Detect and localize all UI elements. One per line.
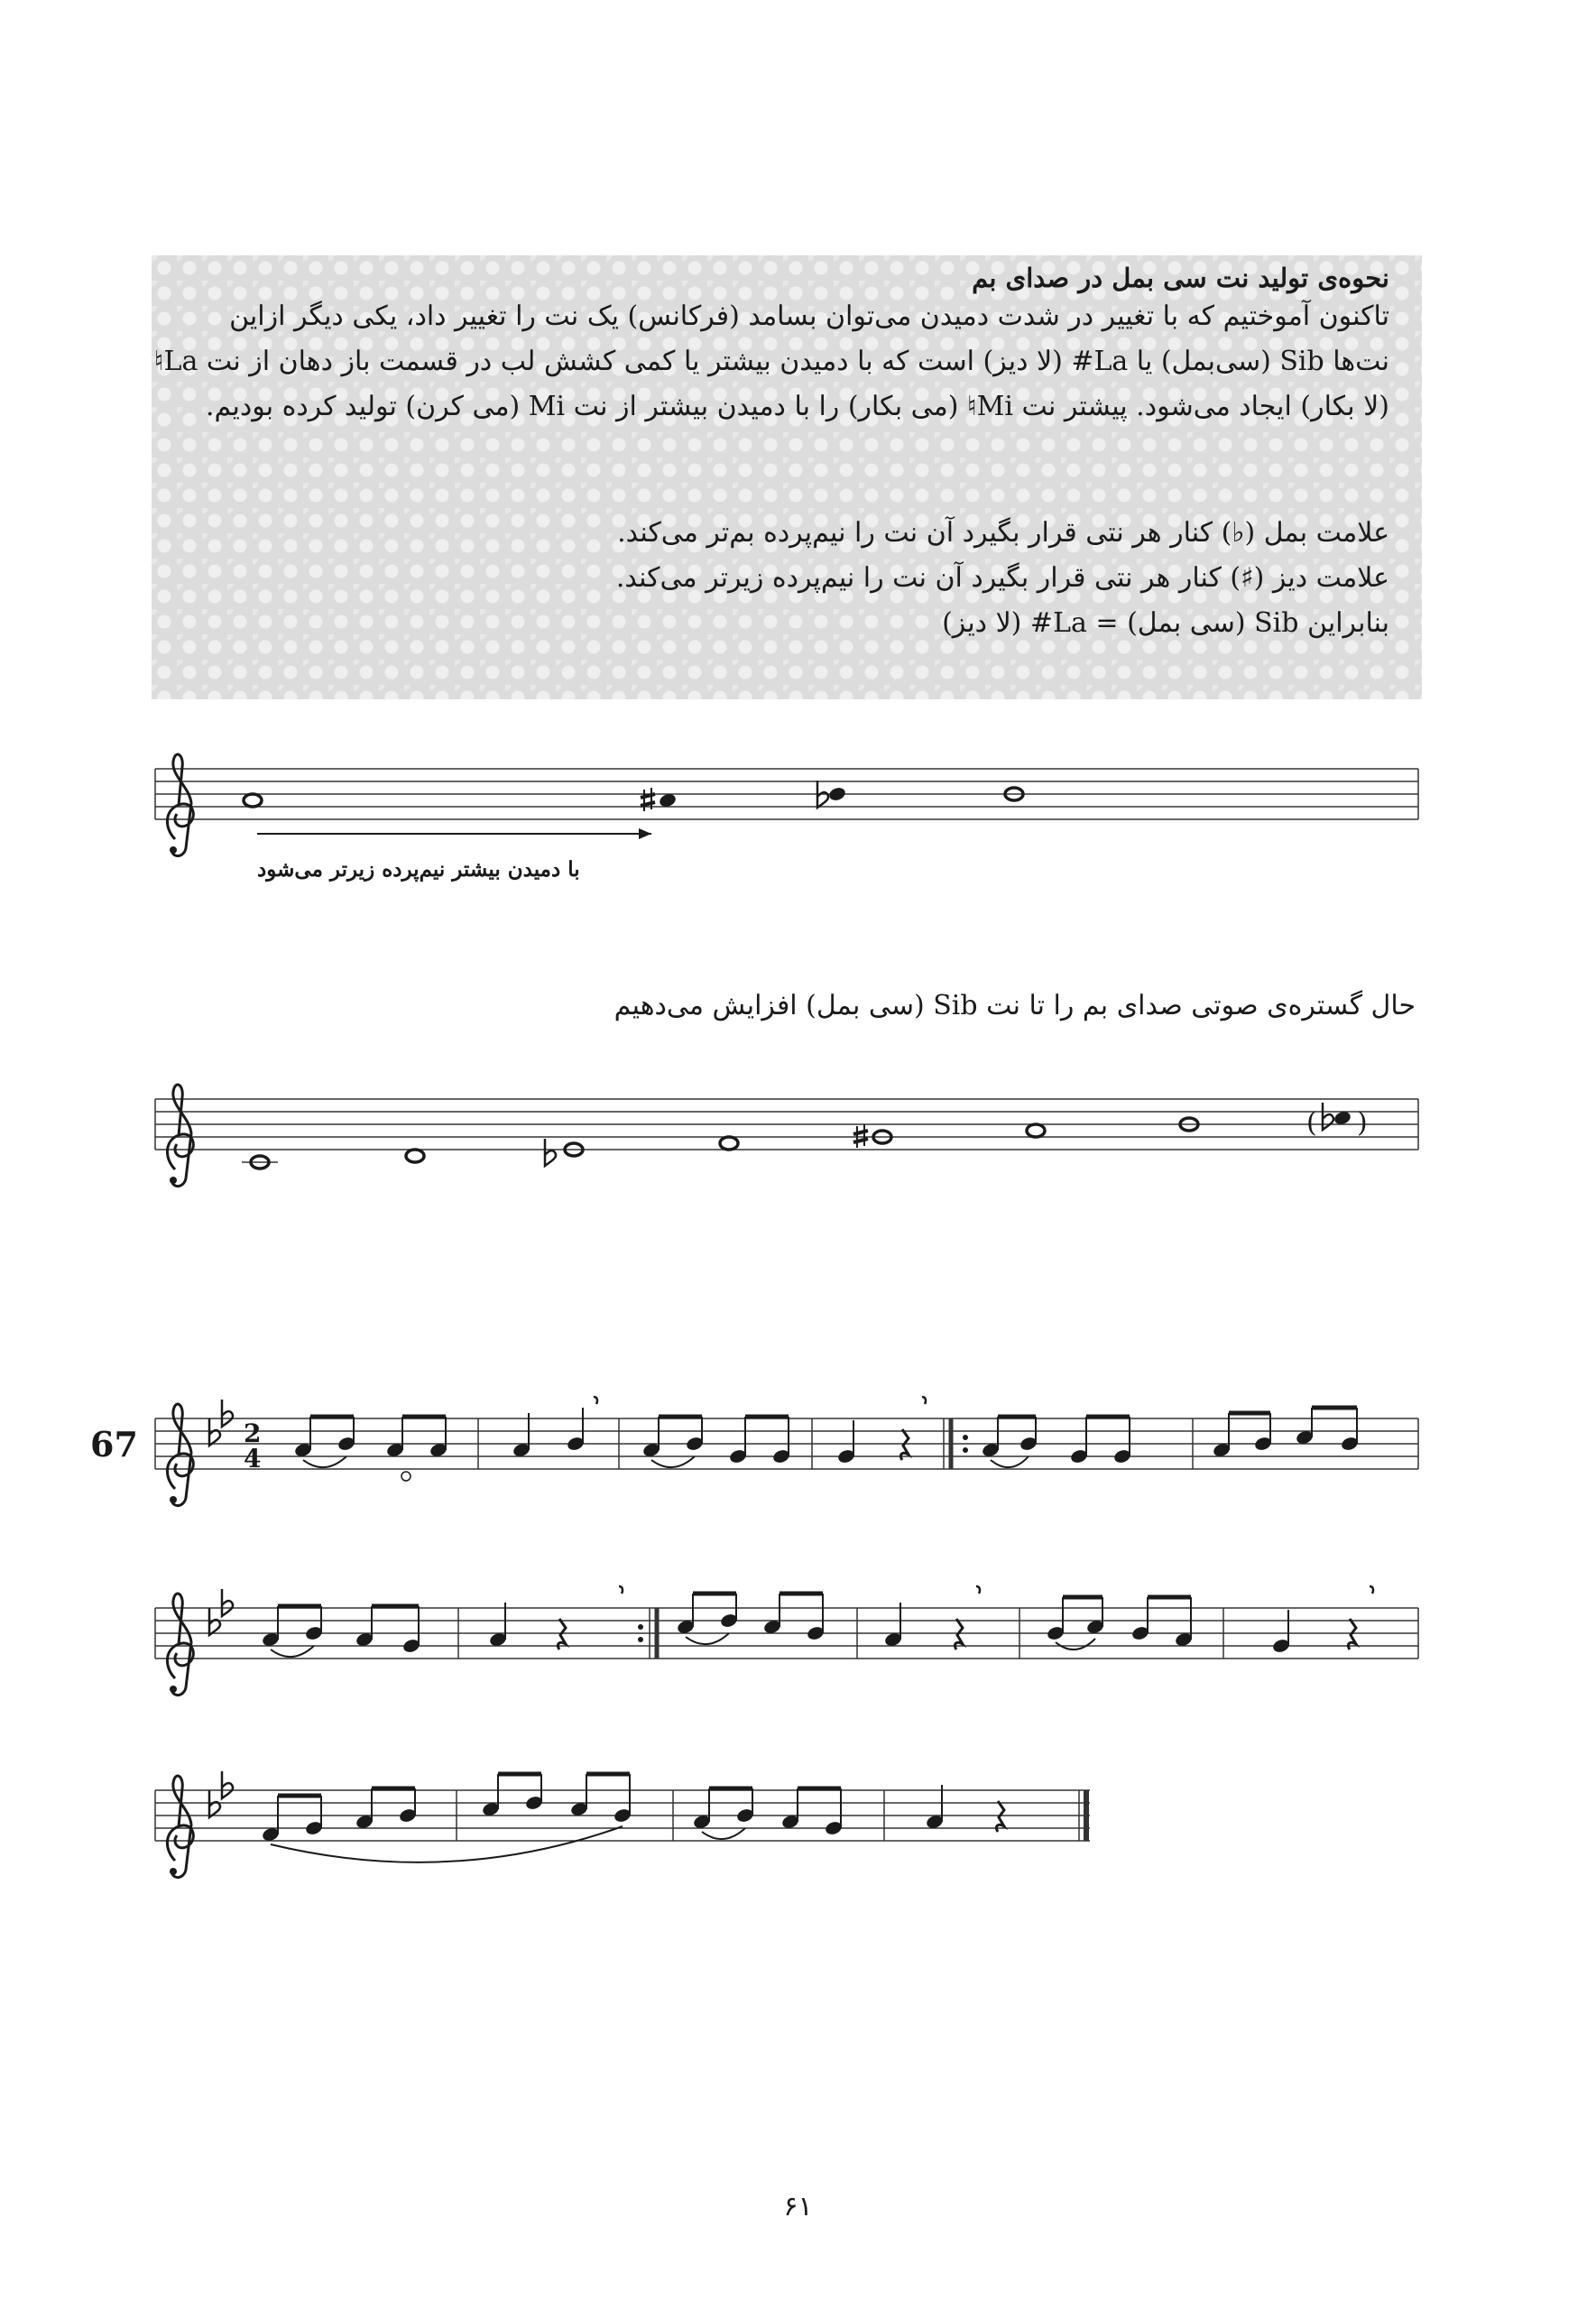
arrow-right-icon bbox=[639, 828, 651, 839]
exercise-line-2 bbox=[155, 1586, 1418, 1696]
flat-icon bbox=[545, 1139, 556, 1166]
phrase-slur bbox=[271, 1826, 623, 1862]
rest-icon bbox=[1348, 1619, 1356, 1649]
treble-clef-icon bbox=[167, 754, 193, 856]
equivalence-line: بنابراین Sib (سی بمل) = La# (لا دیز) bbox=[942, 607, 1389, 639]
explanation-line-2: نت‌ها Sib (سی‌بمل) یا La# (لا دیز) است که با دمیدن بیشتر یا کمی کشش لب در قسمت باز دهان از نت La♮ bbox=[153, 346, 1389, 377]
svg-text:): ) bbox=[1357, 1107, 1368, 1139]
time-sig-top: 2 bbox=[244, 1418, 262, 1448]
rest-icon bbox=[900, 1429, 909, 1460]
flat-rule-line: علامت بمل (♭) کنار هر نتی قرار بگیرد آن نت را نیم‌پرده بم‌تر می‌کند. bbox=[617, 517, 1389, 549]
range-note-re bbox=[406, 1150, 424, 1162]
range-note-sol bbox=[1027, 1124, 1045, 1137]
exercise-line-1 bbox=[155, 1397, 1418, 1506]
treble-clef-icon bbox=[167, 1404, 193, 1506]
key-flat-icon bbox=[209, 1608, 220, 1635]
key-flat-icon bbox=[209, 1418, 220, 1446]
rest-icon bbox=[955, 1619, 963, 1649]
treble-clef-icon bbox=[167, 1776, 193, 1878]
explanation-title: نحوه‌ی تولید نت سی بمل در صدای بم bbox=[972, 263, 1389, 293]
breath-mark-icon bbox=[976, 1586, 980, 1594]
explanation-line-3: (لا بکار) ایجاد می‌شود. پیشتر نت Mi♮ (می بکار) را با دمیدن بیشتر از نت Mi (می کرن) تولید کرده بودیم. bbox=[206, 391, 1389, 422]
staff-1 bbox=[155, 754, 1418, 856]
breath-mark-icon bbox=[922, 1397, 926, 1404]
staff-2 bbox=[155, 1085, 1418, 1187]
breath-mark-icon bbox=[594, 1397, 597, 1404]
sharp-icon bbox=[641, 788, 655, 811]
treble-clef-icon bbox=[167, 1085, 193, 1187]
time-sig-bottom: 4 bbox=[244, 1444, 262, 1474]
rest-icon bbox=[558, 1619, 566, 1649]
note-la-natural bbox=[244, 794, 262, 807]
staff1-caption: با دمیدن بیشتر نیم‌پرده زیرتر می‌شود bbox=[257, 857, 580, 882]
breath-mark-icon bbox=[619, 1586, 623, 1594]
key-flat-icon bbox=[222, 1400, 233, 1427]
sharp-icon bbox=[853, 1124, 868, 1148]
sharp-rule-line: علامت دیز (♯) کنار هر نتی قرار بگیرد آن نت را نیم‌پرده زیرتر می‌کند. bbox=[615, 562, 1389, 594]
note-si-flat bbox=[827, 786, 846, 802]
key-flat-icon bbox=[222, 1589, 233, 1616]
svg-text:(: ( bbox=[1306, 1107, 1317, 1139]
treble-clef-icon bbox=[167, 1594, 193, 1696]
key-flat-icon bbox=[209, 1790, 220, 1817]
exercise-line-3 bbox=[155, 1771, 1090, 1878]
key-flat-icon bbox=[222, 1771, 233, 1798]
exercise-number: 67 bbox=[90, 1424, 138, 1465]
rest-icon bbox=[996, 1801, 1004, 1832]
range-note-fa bbox=[720, 1137, 738, 1150]
range-intro-text: حال گستره‌ی صوتی صدای بم را تا نت Sib (سی بمل) افزایش می‌دهیم bbox=[613, 990, 1416, 1021]
page-number: ۶۱ bbox=[783, 2191, 813, 2222]
flat-icon bbox=[1323, 1103, 1333, 1130]
explanation-line-1: تاکنون آموختیم که با تغییر در شدت دمیدن می‌توان بسامد (فرکانس) یک نت را تغییر داد، یکی دیگر ازاین bbox=[229, 300, 1389, 332]
breath-mark-icon bbox=[1370, 1586, 1373, 1594]
